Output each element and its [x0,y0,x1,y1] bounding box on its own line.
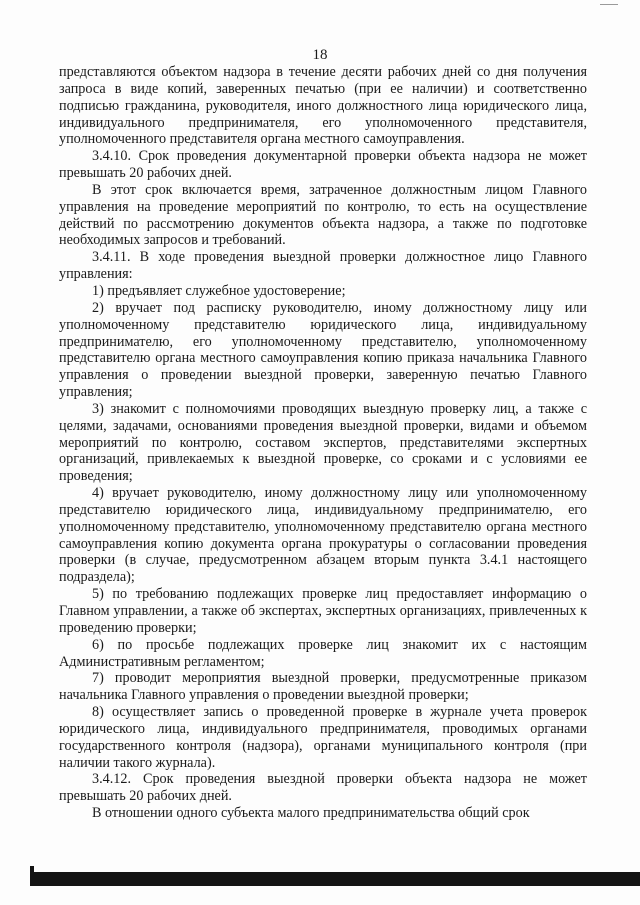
list-item-7: 7) проводит мероприятия выездной проверки, предусмотренные приказом начальника Главного управления о проведении выездной проверки; [59,670,587,704]
list-item-8: 8) осуществляет запись о проведенной проверке в журнале учета проверок юридического лица, индивидуального предпринимателя, проводимых органами государственного контроля (надзора), органами муниципального контроля (при наличии такого журнала). [59,704,587,771]
list-item-4: 4) вручает руководителю, иному должностному лицу или уполномоченному представителю юридического лица, индивидуальному предпринимателю, его уполномоченному представителю, уполномоченному представителю органа местного самоуправления копию документа органа прокуратуры о согласовании проведения проверки (в случае, предусмотренном абзацем вторым пункта 3.4.1 настоящего подраздела); [59,485,587,586]
list-item-2: 2) вручает под расписку руководителю, иному должностному лицу или уполномоченному представителю юридического лица, индивидуальному предпринимателю, его уполномоченному представителю, уполномоченному представителю органа местного самоуправления копию приказа начальника Главного управления о проведении выездной проверки, заверенную печатью Главного управления; [59,299,587,401]
paragraph-3-4-12: 3.4.12. Срок проведения выездной проверки объекта надзора не может превышать 20 рабочих дней. [59,771,587,805]
list-item-3: 3) знакомит с полномочиями проводящих выездную проверку лиц, а также с целями, задачами, основаниями проведения выездной проверки, видами и объемом мероприятий по контролю, составом экспертов, представителями экспертных организаций, привлекаемых к выездной проверке, со сроками и с условиями ее проведения; [59,400,587,485]
scan-bottom-bar [30,872,640,886]
list-item-1: 1) предъявляет служебное удостоверение; [92,282,346,299]
paragraph-time-included: В этот срок включается время, затраченное должностным лицом Главного управления на проведение мероприятий по контролю, то есть на осуществление действий по рассмотрению документов объекта надзора, а также по подготовке необходимых запросов и требований. [59,181,587,249]
scan-corner-mark [600,4,618,5]
paragraph-continuation: представляются объектом надзора в течение десяти рабочих дней со дня получения запроса в виде копий, заверенных печатью (при ее наличии) и соответственно подписью гражданина, руководителя, иного должностного лица юридического лица, индивидуального предпринимателя, его уполномоченного представителя, уполномоченного представителя органа местного самоуправления. [59,64,587,148]
list-item-5: 5) по требованию подлежащих проверке лиц предоставляет информацию о Главном управлении, а также об экспертах, экспертных организациях, привлеченных к проведению проверки; [59,586,587,636]
paragraph-small-business: В отношении одного субъекта малого предпринимательства общий срок [92,805,530,822]
list-item-6: 6) по просьбе подлежащих проверке лиц знакомит их с настоящим Административным регламентом; [59,636,587,670]
page-number: 18 [312,47,328,63]
paragraph-3-4-11: 3.4.11. В ходе проведения выездной проверки должностное лицо Главного управления: [59,249,587,283]
document-body [59,64,587,822]
paragraph-3-4-10: 3.4.10. Срок проведения документарной проверки объекта надзора не может превышать 20 рабочих дней. [59,148,587,182]
